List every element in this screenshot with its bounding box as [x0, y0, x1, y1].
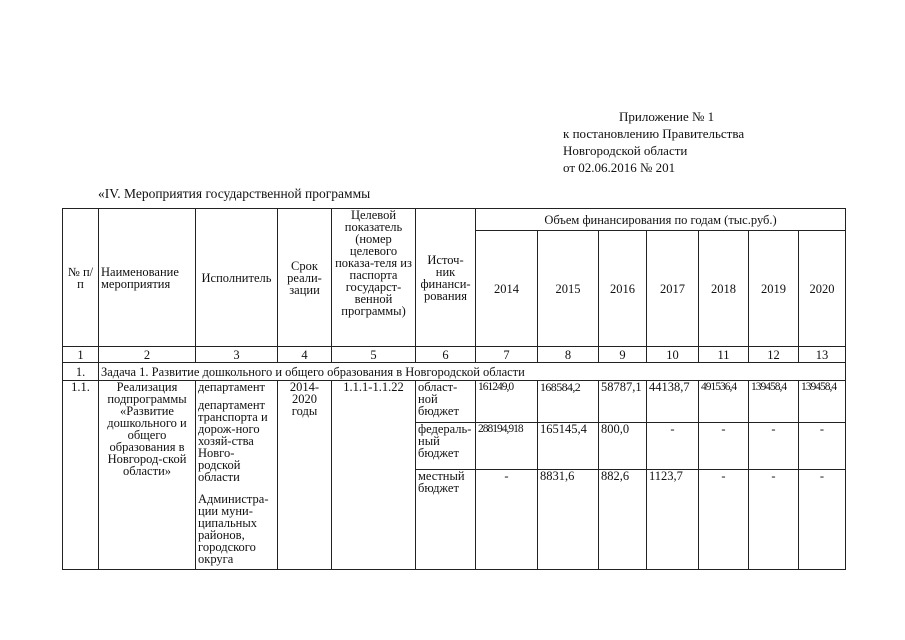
item-name: Реализация подпрограммы «Развитие дошкольного и общего образования в Новгород-ской области»: [99, 381, 196, 570]
col-number: 13: [799, 347, 846, 363]
col-number: 7: [476, 347, 538, 363]
header-name: Наименование мероприятия: [99, 209, 196, 347]
col-number: 10: [647, 347, 699, 363]
header-term: Срок реали-зации: [278, 209, 332, 347]
task-title: Задача 1. Развитие дошкольного и общего образования в Новгородской области: [99, 363, 846, 381]
value-cell: 58787,1: [599, 381, 647, 423]
header-num: № п/п: [63, 209, 99, 347]
item-num: 1.1.: [63, 381, 99, 570]
year-2020: 2020: [799, 231, 846, 347]
header-target: Целевой показатель (номер целевого показа-теля из паспорта государст-венной программы): [332, 209, 416, 347]
task-row: [63, 363, 846, 381]
task-num: 1.: [63, 363, 99, 381]
value-cell: 8831,6: [538, 470, 599, 570]
col-number: 1: [63, 347, 99, 363]
executor-3: Администра-ции муни-ципальных районов, городского округа: [198, 492, 269, 566]
value-cell: -: [699, 423, 749, 470]
source-cell: федераль-ный бюджет: [416, 423, 476, 470]
value-cell: -: [749, 423, 799, 470]
item-target: 1.1.1-1.1.22: [332, 381, 416, 570]
value-cell: 168584,2: [538, 381, 599, 423]
annex-line-1: к постановлению Правительства: [563, 126, 745, 141]
col-number: 2: [99, 347, 196, 363]
year-2014: 2014: [476, 231, 538, 347]
col-number: 6: [416, 347, 476, 363]
item-term: 2014-2020 годы: [278, 381, 332, 570]
item-executors: [196, 381, 278, 570]
header-source: Источ-ник финанси-рования: [416, 209, 476, 347]
col-number: 11: [699, 347, 749, 363]
year-2017: 2017: [647, 231, 699, 347]
column-number-row: [63, 347, 846, 363]
value-cell: -: [799, 470, 846, 570]
source-cell: местный бюджет: [416, 470, 476, 570]
value-cell: 44138,7: [647, 381, 699, 423]
col-number: 8: [538, 347, 599, 363]
col-number: 3: [196, 347, 278, 363]
value-cell: 165145,4: [538, 423, 599, 470]
col-number: 9: [599, 347, 647, 363]
header-row-1: [63, 209, 846, 231]
measures-table: [62, 208, 846, 570]
header-executor: Исполнитель: [196, 209, 278, 347]
col-number: 5: [332, 347, 416, 363]
value-cell: -: [699, 470, 749, 570]
year-2016: 2016: [599, 231, 647, 347]
value-cell: -: [799, 423, 846, 470]
annex-title: Приложение № 1: [619, 109, 715, 124]
value-cell: -: [476, 470, 538, 570]
executor-2: департамент транспорта и дорож-ного хозяй-ства Новго-родской области: [198, 398, 268, 484]
header-funding: Объем финансирования по годам (тыс.руб.): [476, 209, 846, 231]
table-row: [63, 381, 846, 423]
value-cell: -: [647, 423, 699, 470]
value-cell: 800,0: [599, 423, 647, 470]
value-cell: 491536,4: [699, 381, 749, 423]
year-2019: 2019: [749, 231, 799, 347]
value-cell: 139458,4: [749, 381, 799, 423]
col-number: 12: [749, 347, 799, 363]
value-cell: 139458,4: [799, 381, 846, 423]
year-2018: 2018: [699, 231, 749, 347]
year-2015: 2015: [538, 231, 599, 347]
annex-block: [563, 108, 744, 176]
annex-line-2: Новгородской области: [563, 143, 688, 158]
col-number: 4: [278, 347, 332, 363]
executor-1: департамент: [198, 380, 266, 394]
source-cell: област-ной бюджет: [416, 381, 476, 423]
section-heading: «IV. Мероприятия государственной программы: [98, 186, 371, 201]
annex-line-3: от 02.06.2016 № 201: [563, 160, 676, 175]
value-cell: 1123,7: [647, 470, 699, 570]
value-cell: -: [749, 470, 799, 570]
value-cell: 882,6: [599, 470, 647, 570]
value-cell: 161249,0: [476, 381, 538, 423]
value-cell: 288194,918: [476, 423, 538, 470]
